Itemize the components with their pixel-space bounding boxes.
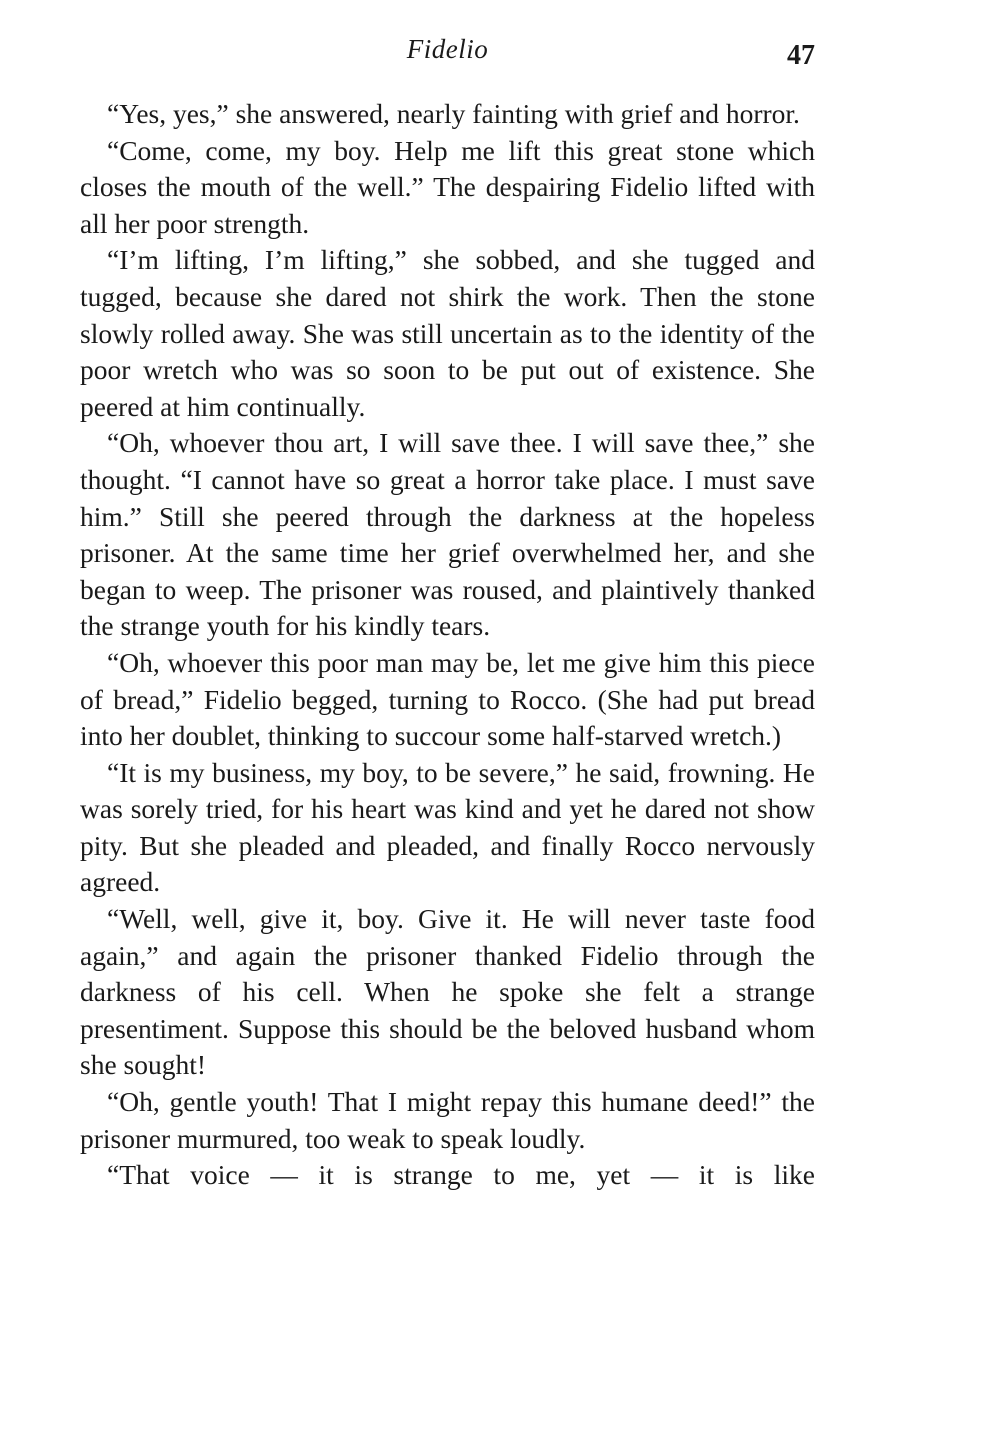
body-text	[80, 96, 815, 1194]
paragraph: “I’m lifting, I’m lifting,” she sobbed, and she tugged and tugged, because she dared not shirk the work. Then the stone slowly rolled away. She was still uncertain as to the identity of the poor wretch who was so soon to be put out of existence. She peered at him continually.	[80, 244, 815, 422]
page-number: 47	[787, 40, 815, 71]
paragraph: “It is my business, my boy, to be severe,” he said, frowning. He was sorely tried, for his heart was kind and yet he dared not show pity. But she pleaded and pleaded, and finally Rocco nervously agreed.	[80, 756, 815, 898]
running-title: Fidelio	[406, 34, 489, 64]
paragraph: “Oh, gentle youth! That I might repay this humane deed!” the prisoner murmured, too weak to speak loudly.	[80, 1086, 815, 1154]
paragraph: “Yes, yes,” she answered, nearly fainting with grief and horror.	[107, 98, 800, 129]
running-head	[80, 34, 815, 74]
paragraph: “That voice — it is strange to me, yet — it is like	[107, 1159, 815, 1191]
paragraph: “Come, come, my boy. Help me lift this great stone which closes the mouth of the well.” The despairing Fidelio lifted with all her poor strength.	[80, 134, 815, 239]
paragraph: “Oh, whoever this poor man may be, let me give him this piece of bread,” Fidelio begged, turning to Rocco. (She had put bread into her doublet, thinking to succour some half-starved wretch.)	[80, 646, 815, 752]
paragraph: “Oh, whoever thou art, I will save thee. I will save thee,” she thought. “I cannot have so great a horror take place. I must save him.” Still she peered through the darkness at the hopeless prisoner. At the same time her grief overwhelmed her, and she began to weep. The prisoner was roused, and plaintively thanked the strange youth for his kindly tears.	[80, 427, 815, 642]
paragraph: “Well, well, give it, boy. Give it. He will never taste food again,” and again the prisoner thanked Fidelio through the darkness of his cell. When he spoke she felt a strange presentiment. Suppose this should be the beloved husband whom she sought!	[80, 903, 815, 1081]
